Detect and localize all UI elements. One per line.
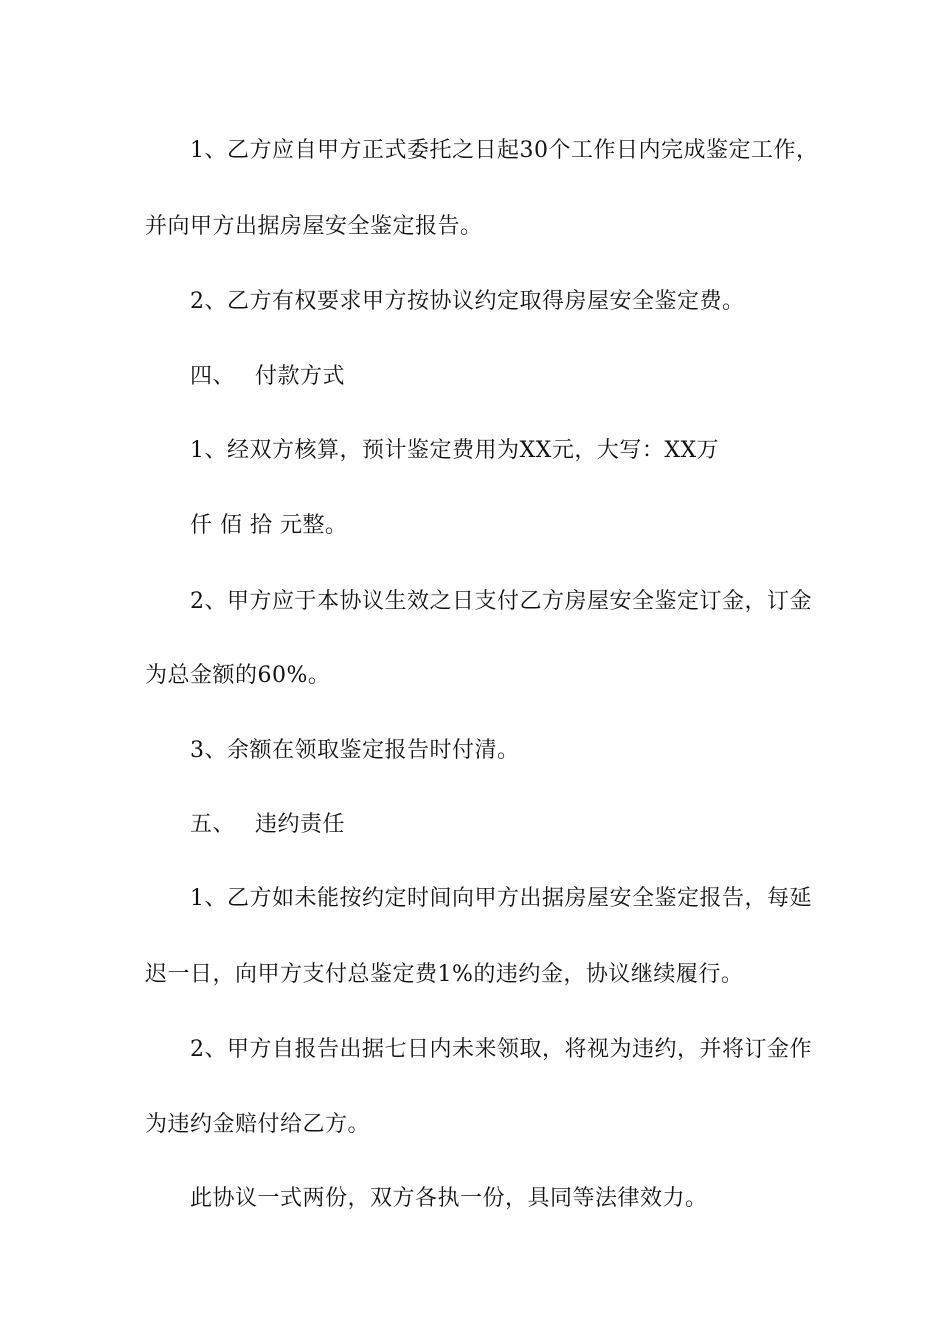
paragraph-line: 1、经双方核算，预计鉴定费用为XX元，大写：XX万 xyxy=(190,438,720,463)
paragraph-line: 1、乙方应自甲方正式委托之日起30个工作日内完成鉴定工作， xyxy=(190,138,819,163)
paragraph-line: 为总金额的60%。 xyxy=(145,663,331,688)
paragraph-line: 迟一日，向甲方支付总鉴定费1%的违约金，协议继续履行。 xyxy=(145,962,744,987)
section-title: 付款方式 xyxy=(255,364,346,389)
paragraph-line: 并向甲方出据房屋安全鉴定报告。 xyxy=(145,214,483,239)
section-heading xyxy=(190,810,345,840)
paragraph-line: 2、乙方有权要求甲方按协议约定取得房屋安全鉴定费。 xyxy=(190,289,745,314)
paragraph-line: 为违约金赔付给乙方。 xyxy=(145,1112,371,1137)
paragraph-line: 1、乙方如未能按约定时间向甲方出据房屋安全鉴定报告，每延 xyxy=(190,886,812,911)
section-title: 违约责任 xyxy=(255,812,346,837)
paragraph-line: 2、甲方自报告出据七日内未来领取，将视为违约，并将订金作 xyxy=(190,1037,812,1062)
paragraph-line: 3、余额在领取鉴定报告时付清。 xyxy=(190,738,520,763)
section-heading xyxy=(190,362,345,392)
section-number: 四、 xyxy=(190,364,236,389)
paragraph-line: 仟 佰 拾 元整。 xyxy=(190,513,348,538)
section-number: 五、 xyxy=(190,812,236,837)
paragraph-line: 2、甲方应于本协议生效之日支付乙方房屋安全鉴定订金，订金 xyxy=(190,589,812,614)
paragraph-line: 此协议一式两份，双方各执一份，具同等法律效力。 xyxy=(190,1186,708,1211)
